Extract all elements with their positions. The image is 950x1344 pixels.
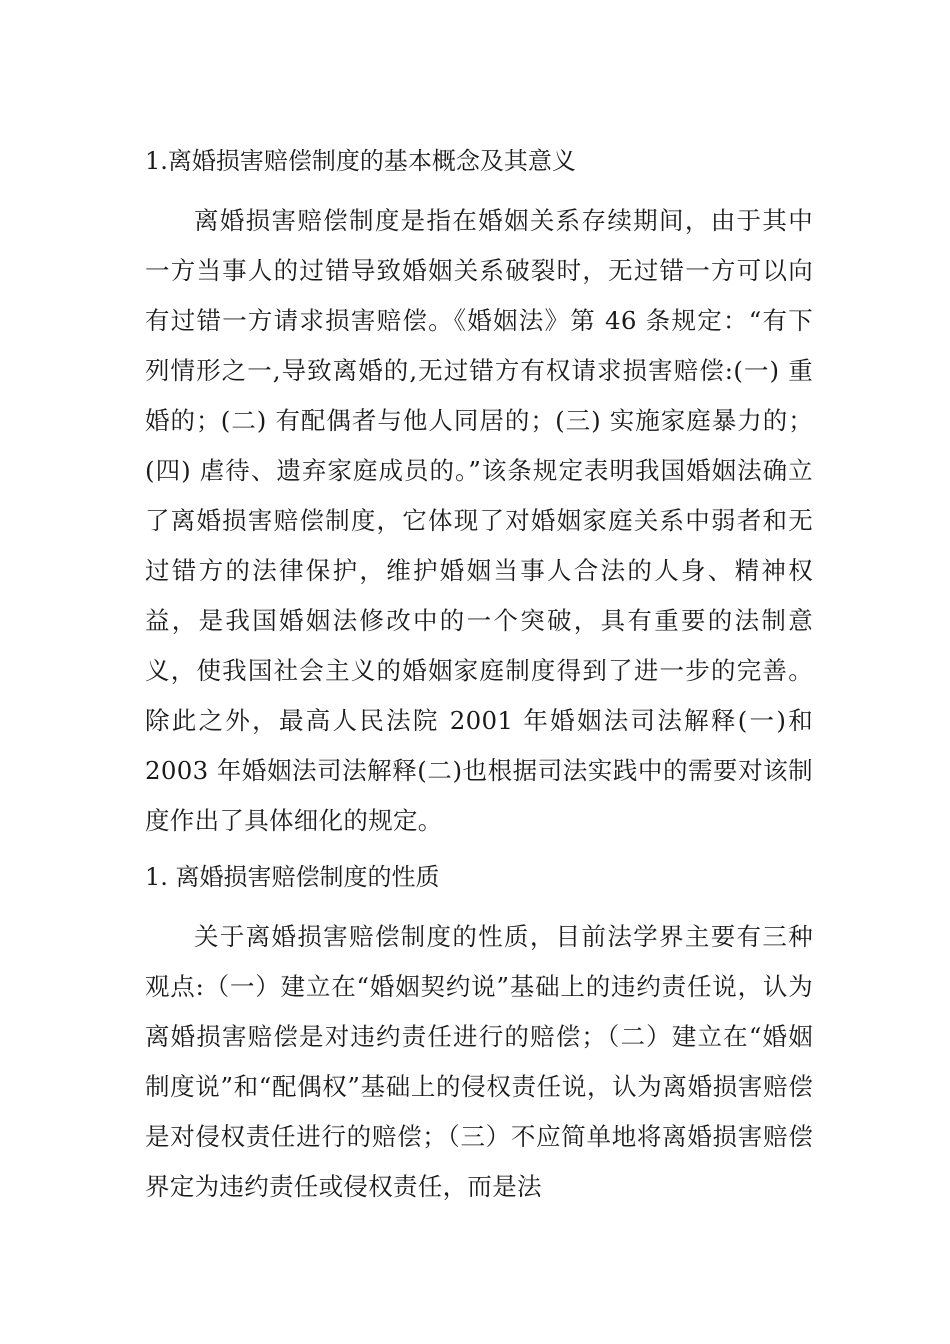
section-heading-concept: 1.离婚损害赔偿制度的基本概念及其意义: [145, 147, 576, 175]
section-paragraph-nature: 关于离婚损害赔偿制度的性质，目前法学界主要有三种观点:（一）建立在“婚姻契约说”基础上的违约责任说，认为离婚损害赔偿是对违约责任进行的赔偿；（二）建立在“婚姻制度说”和“配偶权”基础上的侵权责任说，认为离婚损害赔偿是对侵权责任进行的赔偿；（三）不应简单地将离婚损害赔偿界定为违约责任或侵权责任，而是法: [145, 922, 813, 1201]
section-paragraph-concept: 离婚损害赔偿制度是指在婚姻关系存续期间，由于其中一方当事人的过错导致婚姻关系破裂时，无过错一方可以向有过错一方请求损害赔偿。《婚姻法》第 46 条规定：“有下列情形之一,导致离婚的,无过错方有权请求损害赔偿:(一) 重婚的；(二) 有配偶者与他人同居的；(三) 实施家庭暴力的；(四) 虐待、遗弃家庭成员的。”该条规定表明我国婚姻法确立了离婚损害赔偿制度，它体现了对婚姻家庭关系中弱者和无过错方的法律保护，维护婚姻当事人合法的人身、精神权益，是我国婚姻法修改中的一个突破，具有重要的法制意义，使我国社会主义的婚姻家庭制度得到了进一步的完善。除此之外，最高人民法院 2001 年婚姻法司法解释(一)和 2003 年婚姻法司法解释(二)也根据司法实践中的需要对该制度作出了具体细化的规定。: [145, 206, 813, 835]
section-heading-nature: 1. 离婚损害赔偿制度的性质: [145, 863, 440, 891]
